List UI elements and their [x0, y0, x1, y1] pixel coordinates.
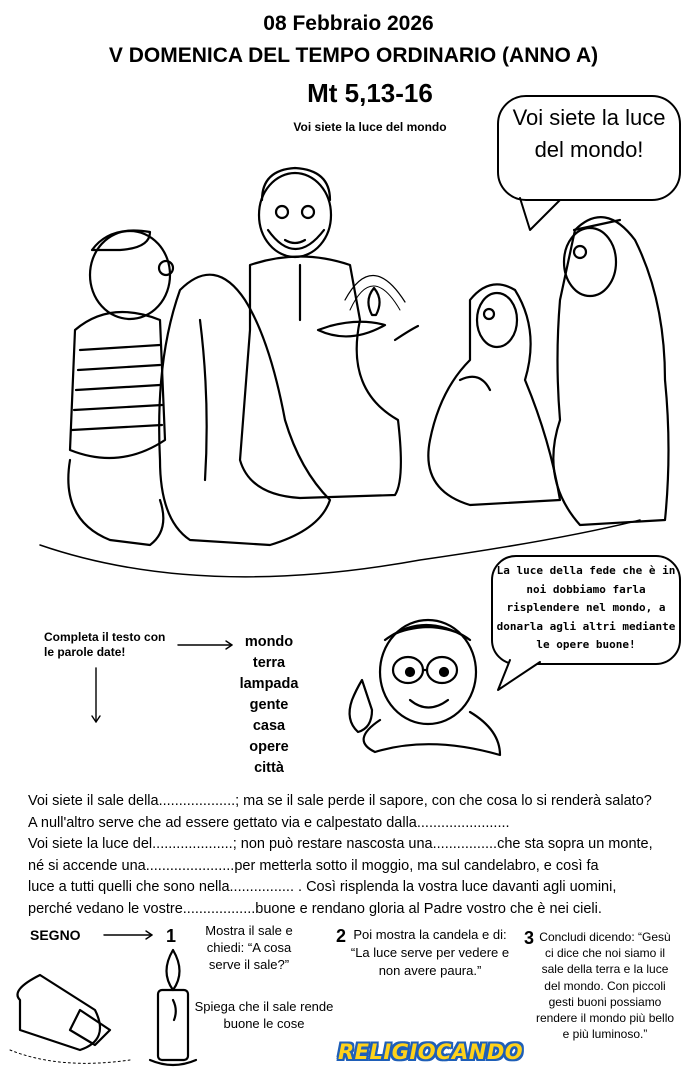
segno-label: SEGNO — [30, 927, 81, 943]
passage-line: né si accende una......................per metterla sotto il moggio, ma sul candelabro, e così fa — [28, 857, 599, 874]
word-item: città — [254, 760, 284, 776]
passage-line: Voi siete la luce del....................; non può restare nascosta una................che sta sopra un monte, — [28, 836, 653, 852]
word-item: lampada — [239, 676, 299, 692]
jesus-speech-bubble: Voi siete la luce del mondo! — [512, 105, 666, 162]
gospel-passage — [28, 791, 697, 920]
passage-line: A null'altro serve che ad essere gettato via e calpestato dalla....................... — [28, 814, 510, 831]
word-item: terra — [252, 655, 286, 671]
date-heading: 08 Febbraio 2026 — [263, 12, 434, 35]
step-number: 1 — [166, 926, 177, 946]
step-2-text: Poi mostra la candela e di: “La luce serve per vedere e non avere paura.” — [350, 927, 510, 978]
exercise-instruction: Completa il testo con le parole date! — [44, 630, 166, 659]
passage-line: luce a tutti quelli che sono nella................ . Così risplenda la vostra luce davanti agli uomini, — [28, 879, 617, 895]
step-1-text: Mostra il sale e chiedi: “A cosa serve il sale?” — [205, 923, 293, 972]
word-bank — [224, 632, 314, 779]
word-item: gente — [249, 697, 289, 713]
word-item: mondo — [244, 634, 294, 650]
passage-line: Voi siete il sale della...................; ma se il sale perde il sapore, con che cosa lo si renderà salato? — [28, 793, 652, 809]
step-1-explanation: Spiega che il sale rende buone le cose — [194, 999, 334, 1031]
passage-line: perché vedano le vostre..................buone e rendano gloria al Padre vostro che è nei cieli. — [28, 900, 602, 917]
step-number: 2 — [336, 926, 347, 946]
religiocando-logo: RELIGIOCANDO — [338, 1040, 524, 1064]
word-item: casa — [252, 718, 286, 734]
liturgical-title: V DOMENICA DEL TEMPO ORDINARIO (ANNO A) — [108, 44, 599, 67]
pope-speech-bubble: La luce della fede che è in noi dobbiamo farla risplendere nel mondo, a donarla agli altri mediante le opere buone! — [496, 564, 676, 651]
page-subtitle: Voi siete la luce del mondo — [293, 120, 447, 134]
step-3-text: Concludi dicendo: “Gesù ci dice che noi siamo il sale della terra e la luce del mondo. Con piccoli gesti buoni possiamo rendere il mondo più bello e più luminoso.” — [535, 930, 675, 1042]
gospel-reference: Mt 5,13-16 — [307, 78, 433, 108]
step-number: 3 — [524, 928, 535, 948]
word-item: opere — [249, 739, 289, 755]
